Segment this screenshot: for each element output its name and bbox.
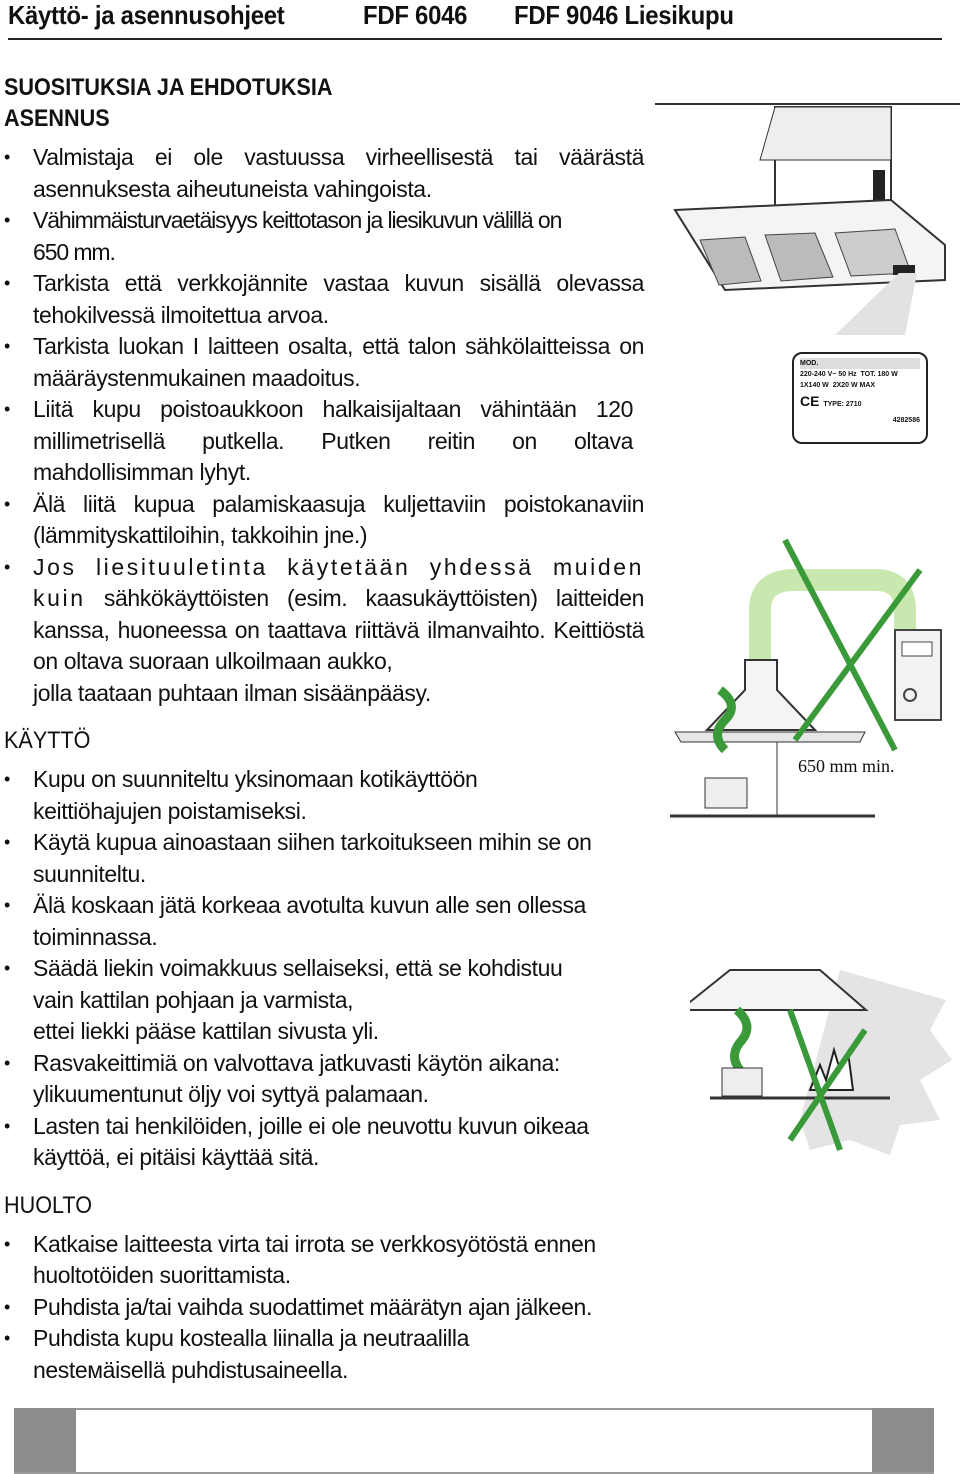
asennus-list bbox=[4, 142, 644, 709]
rating-plate bbox=[792, 352, 928, 444]
rating-motor: 1X140 W bbox=[800, 382, 829, 389]
rating-mod: MOD. bbox=[800, 360, 819, 367]
list-item: • Tarkista luokan I laitteen osalta, että talon sähkölaitteissa on määräystenmukainen maadoitus. bbox=[4, 331, 644, 394]
text-column bbox=[4, 72, 644, 1386]
list-item: • Tarkista että verkkojännite vastaa kuvun sisällä olevassa tehokilvessä ilmoitettua arvoa. bbox=[4, 268, 644, 331]
list-item bbox=[4, 953, 604, 1048]
list-item: • Älä koskaan jätä korkeaa avotulta kuvun alle sen ollessa toiminnassa. bbox=[4, 890, 604, 953]
rating-voltage: 220-240 V~ 50 Hz bbox=[800, 371, 857, 378]
list-item-cont: ettei liekki pääse kattilan sivusta yli. bbox=[33, 1018, 379, 1044]
list-item: • Puhdista ja/tai vaihda suodattimet määrätyn ajan jälkeen. bbox=[4, 1292, 604, 1324]
list-item-lead: Jos liesituuletinta käytetään yhdessä muiden kuin bbox=[33, 553, 644, 611]
model-code-1: FDF 6046 bbox=[363, 0, 468, 30]
list-item: • Vähimmäisturvaetäisyys keittotason ja liesikuvun välillä on 650 mm. bbox=[4, 205, 593, 268]
section-heading-asennus: ASENNUS bbox=[4, 105, 110, 132]
list-item: • Käytä kupua ainoastaan siihen tarkoitukseen mihin se on suunniteltu. bbox=[4, 827, 593, 890]
section-heading-huolto: HUOLTO bbox=[4, 1191, 93, 1219]
huolto-list bbox=[4, 1229, 604, 1387]
footer-block-left bbox=[14, 1408, 76, 1472]
rating-type: TYPE: 2710 bbox=[823, 401, 862, 408]
list-item: • Älä liitä kupua palamiskaasuja kuljettaviin poistokanaviin (lämmityskattiloihin, takkoihin jne.) bbox=[4, 489, 644, 552]
footer-block-right bbox=[872, 1408, 934, 1472]
hood-illustration bbox=[655, 105, 955, 335]
list-item: • Puhdista kupu kostealla liinalla ja neutraalilla nesteмäisellä puhdistusaineella. bbox=[4, 1323, 604, 1386]
list-item-last: jolla taataan puhtaan ilman sisäänpääsy. bbox=[33, 679, 431, 706]
model-code-2: FDF 9046 Liesikupu bbox=[514, 0, 734, 30]
list-item: • Kupu on suunniteltu yksinomaan kotikäyttöön keittiöhajujen poistamiseksi. bbox=[4, 764, 604, 827]
section-heading-kaytto: KÄYTTÖ bbox=[4, 727, 91, 754]
list-item: • Lasten tai henkilöiden, joille ei ole neuvottu kuvun oikeaa käyttöä, ei pitäisi käyttää sitä. bbox=[4, 1111, 604, 1174]
kaytto-list bbox=[4, 764, 604, 1174]
rating-code: 4282586 bbox=[892, 417, 920, 424]
section-heading-suositukset: SUOSITUKSIA JA EHDOTUKSIA bbox=[4, 74, 333, 101]
list-item-text: Säädä liekin voimakkuus sellaiseksi, että se kohdistuu vain kattilan pohjaan ja varmista, bbox=[33, 955, 563, 1013]
list-item-rest: sähkökäyttöisten (esim. kaasukäyttöisten) laitteiden kanssa, huoneessa on taattava riittävä ilmanvaihto. Keittiöstä on oltava suoraan ulkoilmaan aukko, bbox=[33, 585, 644, 674]
rating-total: TOT. 180 W bbox=[860, 371, 898, 378]
manual-title: Käyttö- ja asennusohjeet bbox=[8, 0, 285, 30]
open-flame-forbidden-illustration bbox=[690, 950, 955, 1160]
min-distance-label: 650 mm min. bbox=[798, 756, 895, 776]
ce-mark-icon: CE bbox=[800, 393, 820, 409]
footer-bar bbox=[14, 1408, 934, 1474]
rating-lamps: 2X20 W MAX bbox=[832, 382, 876, 389]
list-item: • Katkaise laitteesta virta tai irrota se verkkosyötöstä ennen huoltotöiden suorittamista. bbox=[4, 1229, 604, 1292]
list-item: • Rasvakeittimiä on valvottava jatkuvasti käytön aikana: ylikuumentunut öljy voi syttyä palamaan. bbox=[4, 1048, 604, 1111]
list-item bbox=[4, 552, 644, 710]
list-item: • Liitä kupu poistoaukkoon halkaisijaltaan vähintään 120 millimetrisellä putkella. Putken reitin on oltava mahdollisimman lyhyt. bbox=[4, 394, 633, 489]
list-item: • Valmistaja ei ole vastuussa virheellisestä tai väärästä asennuksesta aiheutuneista vahingoista. bbox=[4, 142, 644, 205]
page-header bbox=[8, 0, 942, 40]
boiler-connection-forbidden-illustration bbox=[665, 520, 955, 830]
